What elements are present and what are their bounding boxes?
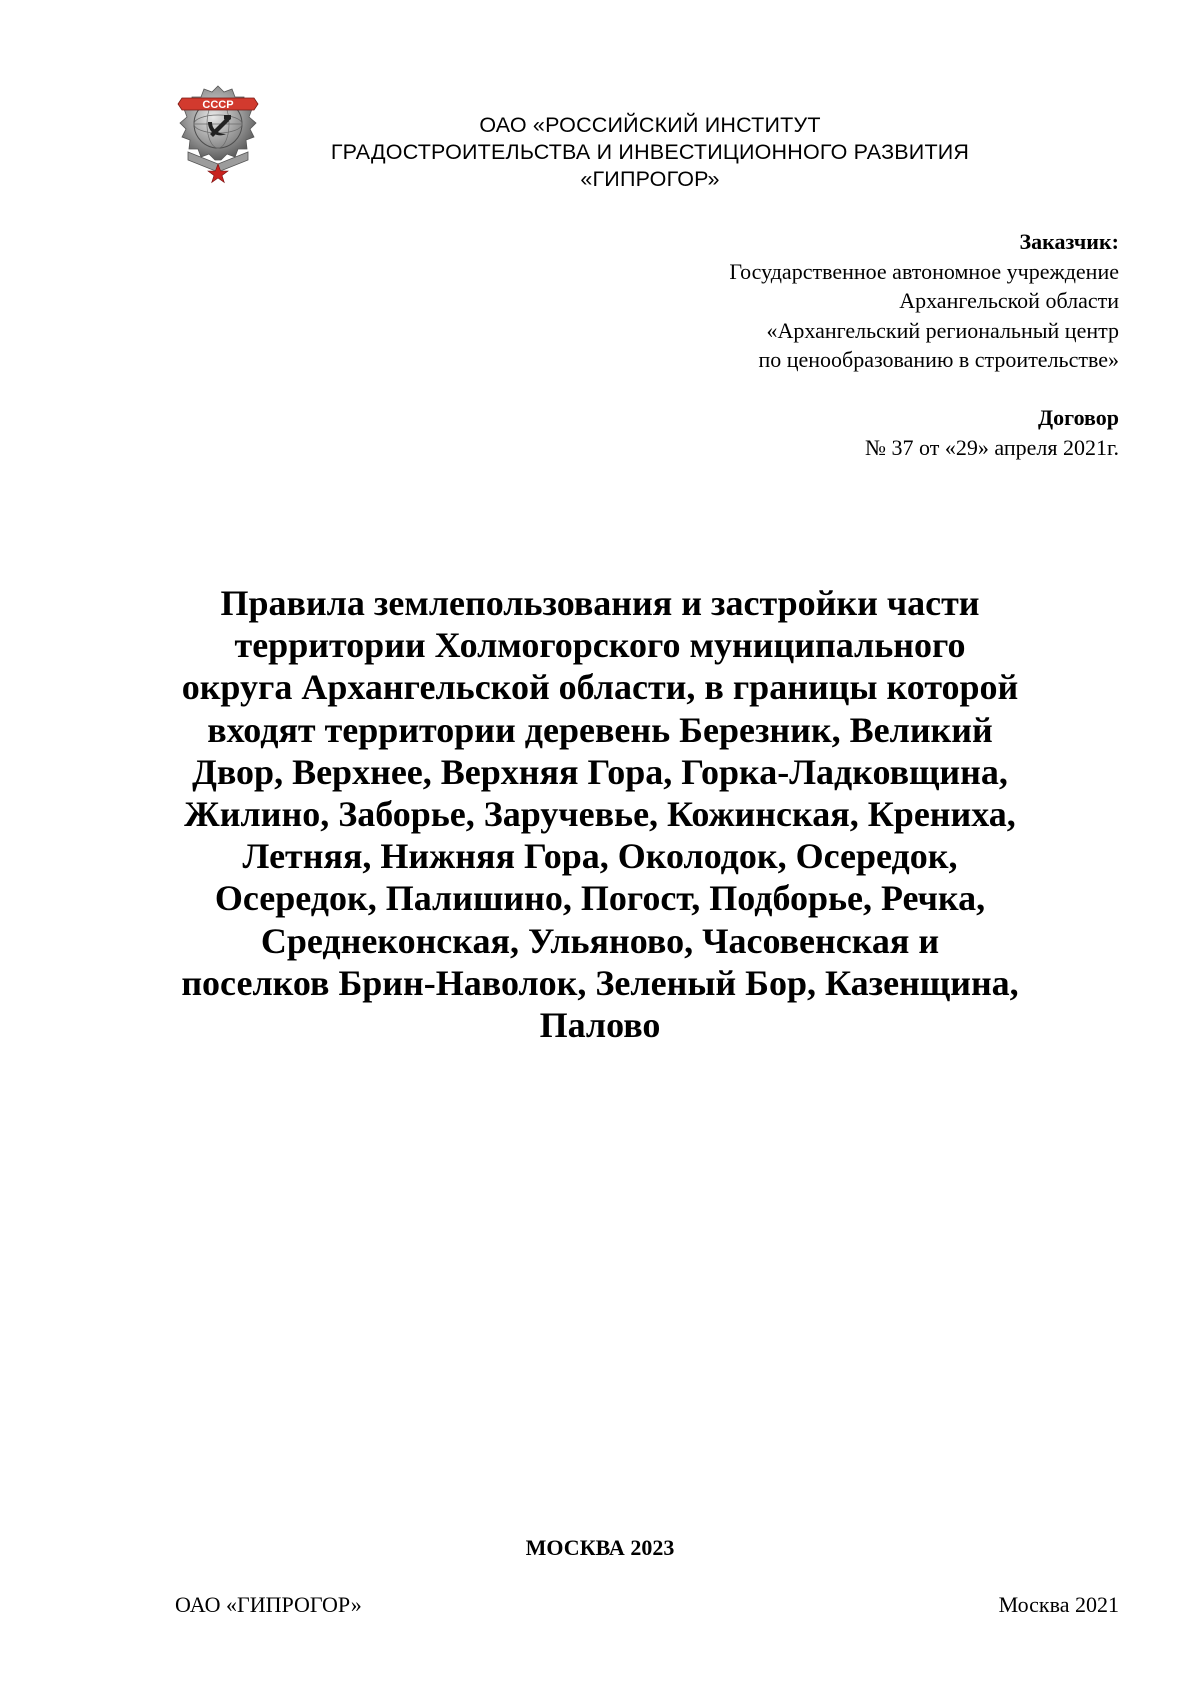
- title-line-8: Осередок, Палишино, Погост, Подборье, Речка,: [214, 878, 986, 919]
- org-line-2: ГРАДОСТРОИТЕЛЬСТВА И ИНВЕСТИЦИОННОГО РАЗВИТИЯ: [330, 140, 970, 164]
- customer-block: [559, 227, 1119, 375]
- contract-details: № 37 от «29» апреля 2021г.: [865, 434, 1119, 460]
- contract-block: [559, 403, 1119, 462]
- city-year: МОСКВА 2023: [525, 1535, 675, 1560]
- org-line-3: «ГИПРОГОР»: [580, 167, 720, 191]
- title-line-1: Правила землепользования и застройки части: [220, 583, 980, 623]
- title-line-5: Двор, Верхнее, Верхняя Гора, Горка-Ладковщина,: [192, 751, 1008, 792]
- title-line-10: поселков Брин-Наволок, Зеленый Бор, Казенщина,: [181, 962, 1019, 1003]
- title-line-4: входят территории деревень Березник, Великий: [207, 709, 993, 750]
- ussr-order-badge-icon: [168, 82, 268, 188]
- customer-label: Заказчик:: [1019, 229, 1119, 254]
- customer-line-4: по ценообразованию в строительстве»: [758, 347, 1119, 372]
- title-line-2: территории Холмогорского муниципального: [234, 625, 966, 666]
- footer-organization: ОАО «ГИПРОГОР»: [175, 1592, 362, 1617]
- customer-line-3: «Архангельский региональный центр: [766, 317, 1119, 343]
- contract-label: Договор: [1038, 405, 1119, 430]
- title-line-9: Среднеконская, Ульяново, Часовенская и: [260, 920, 940, 961]
- document-title: [150, 582, 1050, 1046]
- org-line-1: ОАО «РОССИЙСКИЙ ИНСТИТУТ: [479, 113, 821, 137]
- title-line-6: Жилино, Заборье, Заручевье, Кожинская, Крениха,: [184, 794, 1016, 835]
- title-line-7: Летняя, Нижняя Гора, Околодок, Осередок,: [242, 836, 958, 877]
- title-line-3: округа Архангельской области, в границы которой: [181, 667, 1019, 708]
- title-line-11: Палово: [539, 1005, 661, 1046]
- customer-line-1: Государственное автономное учреждение: [729, 258, 1119, 284]
- footer-city-year: Москва 2021: [998, 1592, 1119, 1617]
- emblem-banner-text: СССР: [202, 99, 234, 111]
- customer-line-2: Архангельской области: [899, 288, 1119, 313]
- organization-header: [270, 112, 1030, 193]
